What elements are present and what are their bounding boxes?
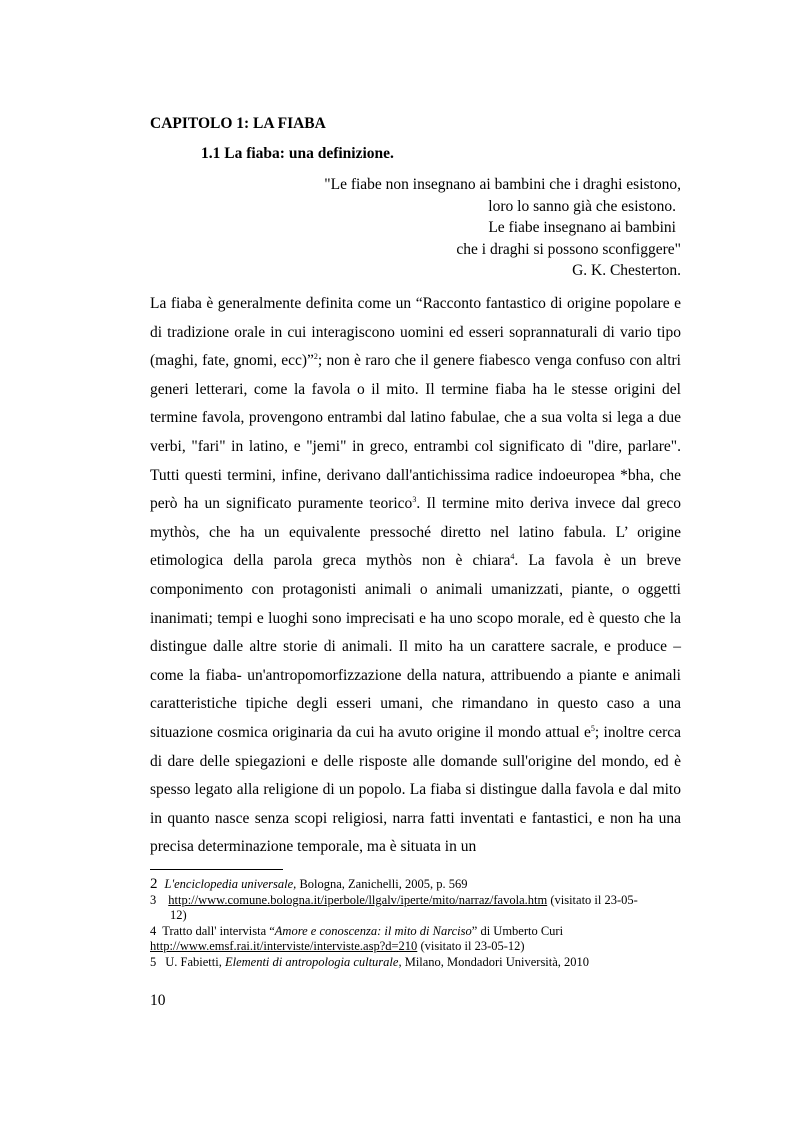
footnote-text: ” di Umberto Curi	[471, 923, 564, 938]
footnote-2	[150, 877, 681, 893]
footnote-link[interactable]: http://www.comune.bologna.it/iperbole/llgalv/iperte/mito/narraz/favola.htm	[168, 892, 548, 907]
epigraph	[261, 174, 681, 282]
footnote-text: Tratto dall' intervista “	[162, 923, 275, 938]
footnote-number: 3	[150, 892, 157, 907]
epigraph-line: che i draghi si possono sconfiggere"	[456, 240, 681, 258]
footnote-title: Elementi di antropologia culturale,	[224, 954, 402, 969]
body-text-segment: . La favola è un breve componimento con protagonisti animali o animali umanizzati, piante, o oggetti inanimati; tempi e luoghi sono imprecisati e ha uno scopo morale, ed è questo che la distingue dalle altre storie di animali. Il mito ha un carattere sacrale, e produce –come la fiaba- un'antropomorfizzazione della natura, attribuendo a piante e animali caratteristiche tipiche degli esseri umani, che rimandano in questo caso a una situazione cosmica originaria da cui ha avuto origine il mondo attual e	[150, 552, 681, 741]
footnote-number: 4	[150, 923, 157, 938]
footnote-ref[interactable]: 4	[510, 552, 515, 562]
body-text-segment: . Il termine mito deriva invece dal greco mythòs, che ha un equivalente pressoché diretto nel latino fabula. L’ origine etimologica della parola greca mythòs non è chiara	[150, 495, 682, 570]
footnote-title: L'enciclopedia universale,	[164, 877, 297, 891]
footnote-number: 2	[150, 876, 158, 892]
body-paragraph	[150, 290, 681, 862]
footnote-ref[interactable]: 3	[412, 495, 417, 505]
footnote-number: 5	[150, 954, 157, 969]
footnote-ref[interactable]: 5	[590, 723, 595, 733]
chapter-title: CAPITOLO 1: LA FIABA	[150, 115, 326, 132]
body-text-segment: ; inoltre cerca di dare delle spiegazioni e delle risposte alle domande sull'origine del mondo, ed è spesso legato alla religione di un popolo. La fiaba si distingue dalla favola e dal mito in quanto nasce senza scopi religiosi, narra fatti inventati e fantastici, e non ha una precisa determinazione temporale, ma è situata in un	[150, 723, 681, 856]
epigraph-author: G. K. Chesterton.	[572, 262, 681, 279]
epigraph-line: "Le fiabe non insegnano ai bambini che i draghi esistono,	[324, 176, 681, 193]
footnote-text: Milano, Mondadori Università, 2010	[401, 954, 590, 969]
footnote-text: (visitato il 23-05-	[547, 892, 638, 907]
footnote-text: (visitato il 23-05-12)	[417, 939, 525, 954]
footnote-3	[150, 893, 681, 924]
epigraph-line: loro lo sanno già che esistono.	[488, 197, 676, 215]
page-number: 10	[150, 992, 166, 1009]
footnote-ref[interactable]: 2	[313, 352, 318, 362]
footnote-text: Bologna, Zanichelli, 2005, p. 569	[296, 877, 468, 891]
footnote-4	[150, 924, 681, 955]
footnote-5	[150, 955, 681, 971]
body-text-segment: ; non è raro che il genere fiabesco venga confuso con altri generi letterari, come la favola o il mito. Il termine fiaba ha le stesse origini del termine favola, provengono entrambi dal latino fabulae, che a sua volta si lega a due verbi, "fari" in latino, e "jemi" in greco, entrambi col significato di "dire, parlare". Tutti questi termini, infine, derivano dall'antichissima radice indoeuropea *bha, che però ha un significato puramente teorico	[150, 352, 681, 513]
section-title: 1.1 La fiaba: una definizione.	[201, 145, 394, 162]
footnote-text: 12)	[170, 908, 187, 923]
footnote-separator	[150, 869, 283, 870]
footnotes	[150, 877, 681, 971]
footnote-link[interactable]: http://www.emsf.rai.it/interviste/interviste.asp?d=210	[150, 939, 418, 954]
body-text-segment: La fiaba è generalmente definita come un “Racconto fantastico di origine popolare e di tradizione orale in cui interagiscono uomini ed esseri soprannaturali di vario tipo (maghi, fate, gnomi, ecc)”	[150, 295, 681, 370]
footnote-title: Amore e conoscenza: il mito di Narciso	[274, 923, 472, 938]
footnote-author: U. Fabietti,	[165, 954, 225, 969]
epigraph-line: Le fiabe insegnano ai bambini	[488, 219, 676, 236]
